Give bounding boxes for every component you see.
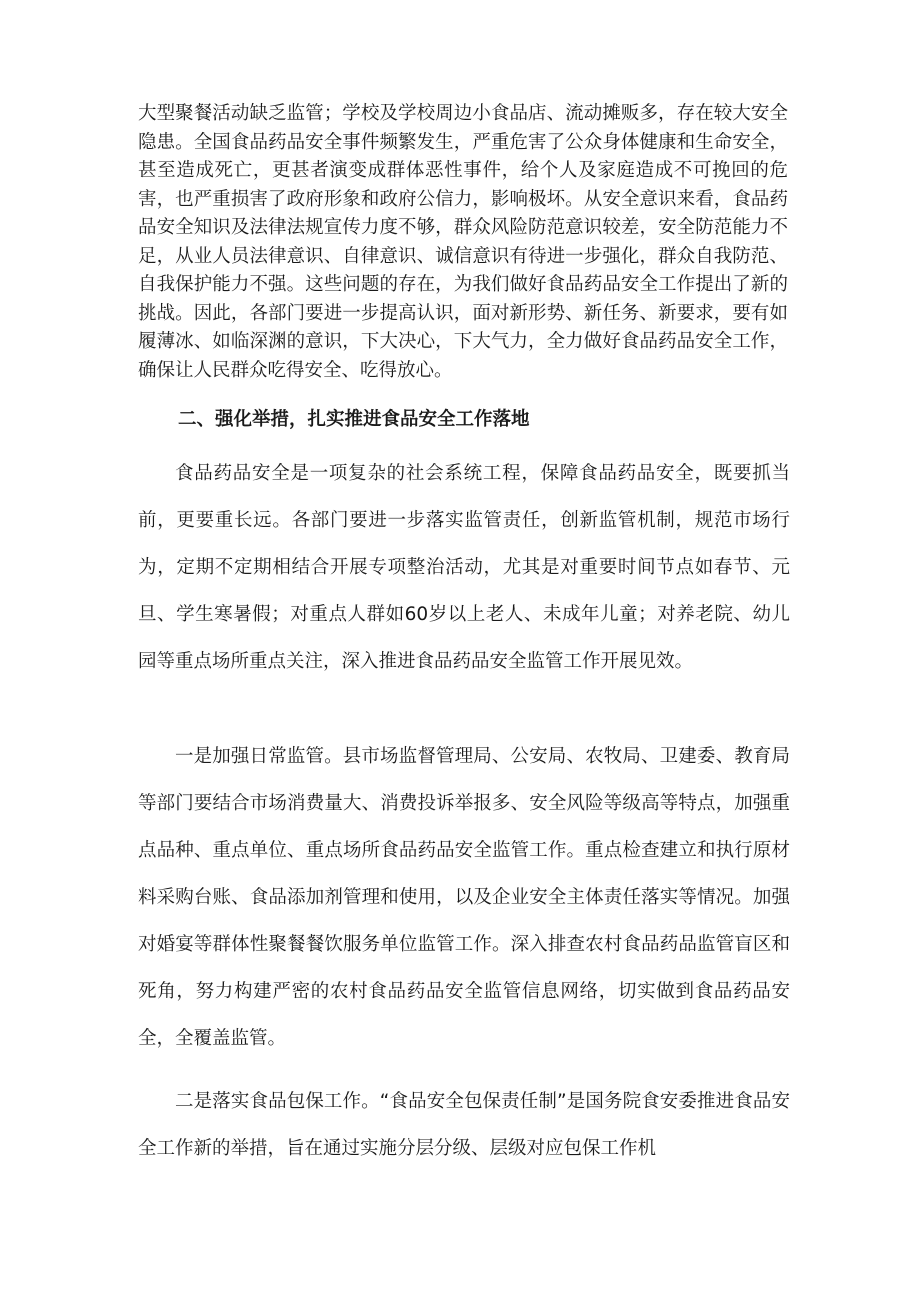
body-paragraph: 食品药品安全是一项复杂的社会系统工程，保障食品药品安全，既要抓当前，更要重长远。各部门要进一步落实监管责任，创新监管机制，规范市场行为，定期不定期相结合开展专项整治活动，尤其是对重要时间节点如春节、元旦、学生寒暑假；对重点人群如60岁以上老人、未成年儿童；对养老院、幼儿园等重点场所重点关注，深入推进食品药品安全监管工作开展见效。 xyxy=(138,463,790,672)
body-paragraph: 二是落实食品包保工作。“食品安全包保责任制”是国务院食安委推进食品安全工作新的举措，旨在通过实施分层分级、层级对应包保工作机 xyxy=(138,1091,790,1159)
body-paragraph-continued: 大型聚餐活动缺乏监管；学校及学校周边小食品店、流动摊贩多，存在较大安全隐患。全国食品药品安全事件频繁发生，严重危害了公众身体健康和生命安全，甚至造成死亡，更甚者演变成群体恶性事件，给个人及家庭造成不可挽回的危害，也严重损害了政府形象和政府公信力，影响极坏。从安全意识来看，食品药品安全知识及法律法规宣传力度不够，群众风险防范意识较差，安全防范能力不足，从业人员法律意识、自律意识、诚信意识有待进一步强化，群众自我防范、自我保护能力不强。这些问题的存在，为我们做好食品药品安全工作提出了新的挑战。因此，各部门要进一步提高认识，面对新形势、新任务、新要求，要有如履薄冰、如临深渊的意识，下大决心，下大气力，全力做好食品药品安全工作，确保让人民群众吃得安全、吃得放心。 xyxy=(138,103,788,381)
section-heading: 二、强化举措，扎实推进食品安全工作落地 xyxy=(178,409,530,430)
body-paragraph: 一是加强日常监管。县市场监督管理局、公安局、农牧局、卫建委、教育局等部门要结合市场消费量大、消费投诉举报多、安全风险等级高等特点，加强重点品种、重点单位、重点场所食品药品安全监管工作。重点检查建立和执行原材料采购台账、食品添加剂管理和使用，以及企业安全主体责任落实等情况。加强对婚宴等群体性聚餐餐饮服务单位监管工作。深入排查农村食品药品监管盲区和死角，努力构建严密的农村食品药品安全监管信息网络，切实做到食品药品安全，全覆盖监管。 xyxy=(138,746,790,1049)
